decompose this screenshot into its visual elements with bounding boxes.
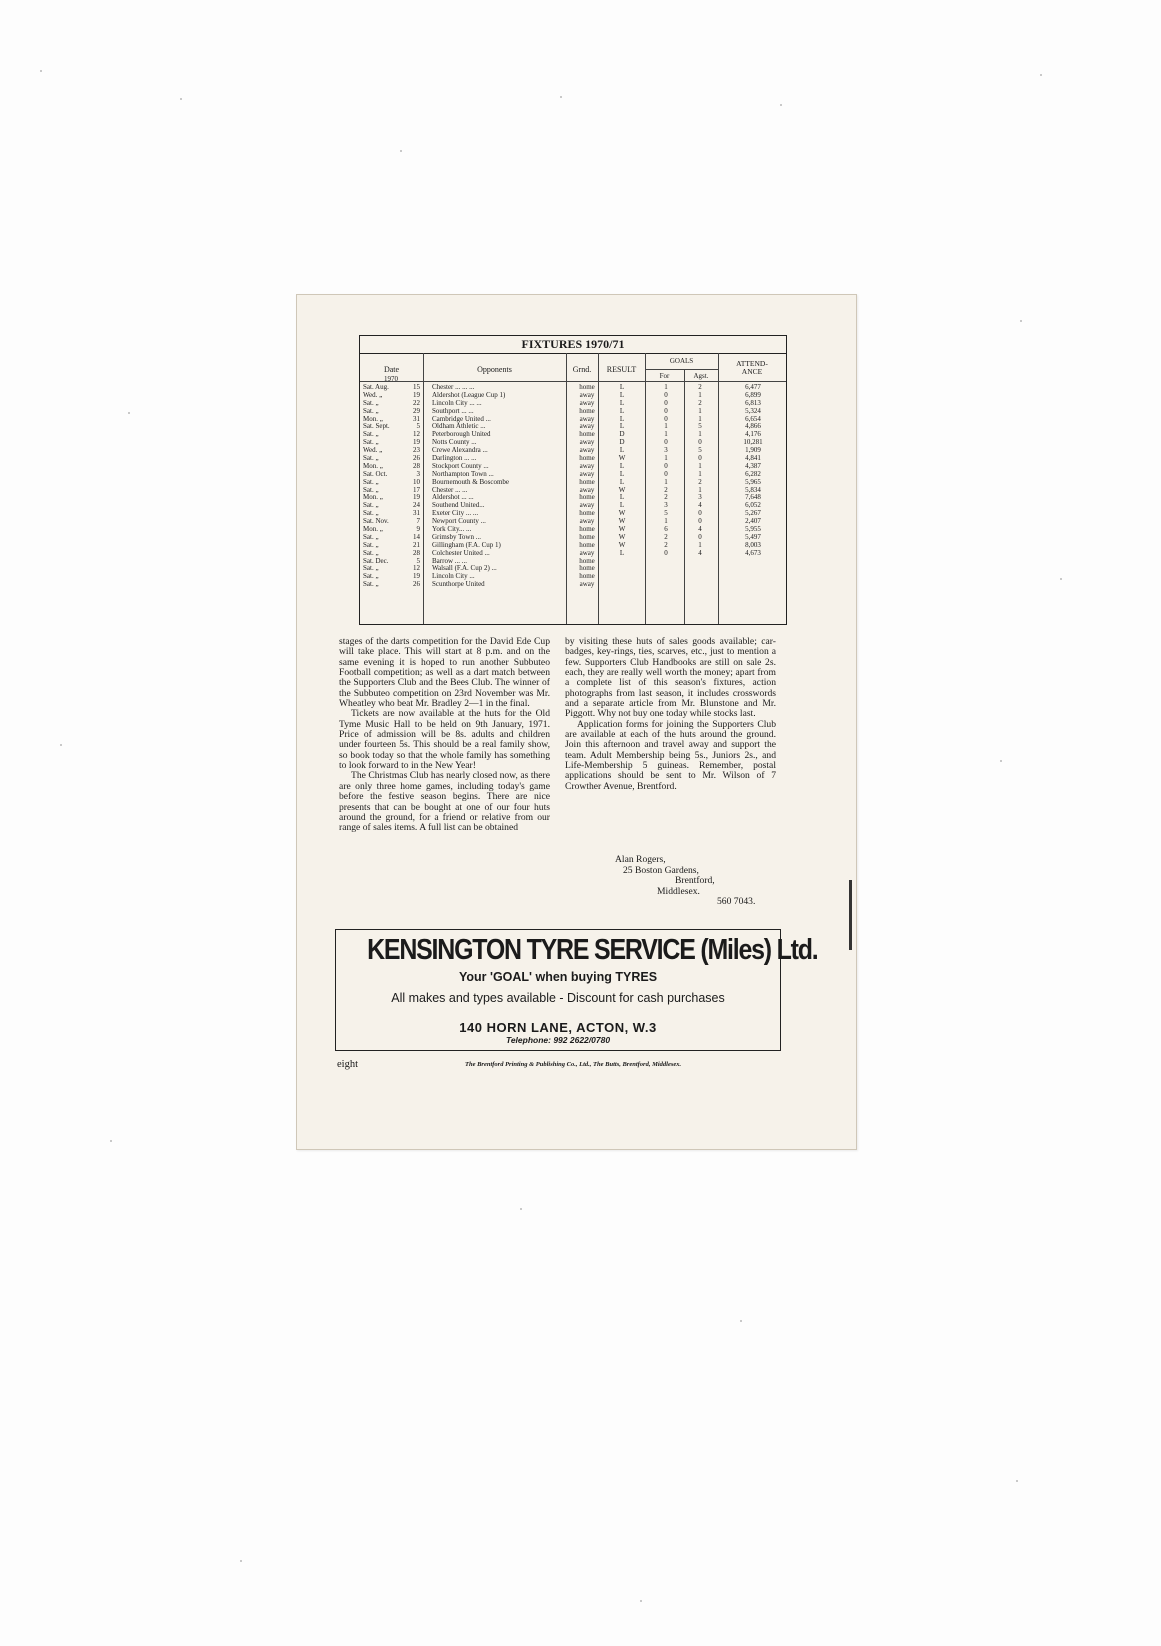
fixture-goals-for: 3 <box>664 446 668 455</box>
fixture-day: Sat. „ <box>363 572 379 581</box>
fixture-ground: home <box>579 383 595 391</box>
fixture-goals-against: 5 <box>698 422 702 431</box>
fixture-goals-for: 3 <box>664 501 668 510</box>
fixture-goals-for: 2 <box>664 532 668 541</box>
fixture-goals-against: 1 <box>698 540 702 549</box>
article-paragraph: Application forms for joining the Supporters Club are available at each of the huts around the ground. Join this afternoon and travel away and support the team. Adult Membership being 5s., Juniors 2s., and Life-Membership 5 guineas. Remember, postal applications should be sent to Mr. Wilson of 7 Crowther Avenue, Brentford. <box>565 718 776 792</box>
fixture-opponent: Gillingham (F.A. Cup 1) <box>432 540 501 549</box>
fixture-attendance: 6,899 <box>745 390 761 399</box>
fixture-goals-against: 4 <box>698 501 702 510</box>
fixture-attendance: 5,955 <box>745 525 761 534</box>
fixture-opponent: Southport ... ... <box>432 406 474 415</box>
fixtures-rows <box>360 383 786 588</box>
fixture-ground: home <box>579 406 595 415</box>
fixture-attendance: 4,866 <box>745 422 761 431</box>
fixture-date: 28 <box>413 461 420 470</box>
fixture-result: L <box>619 548 625 557</box>
fixture-day: Sat. „ <box>363 438 379 447</box>
fixture-row <box>360 391 786 399</box>
fixture-row <box>360 438 786 446</box>
fixture-ground: away <box>579 414 595 423</box>
fixture-ground: away <box>579 398 595 407</box>
fixture-ground: away <box>579 501 595 510</box>
fixture-row <box>360 541 786 549</box>
fixture-opponent: Walsall (F.A. Cup 2) ... <box>432 564 497 573</box>
page-number-label: eight <box>337 1059 358 1070</box>
scan-speck <box>400 150 402 152</box>
fixture-attendance: 5,324 <box>745 406 761 415</box>
fixture-ground: away <box>579 422 595 431</box>
fixture-row <box>360 525 786 533</box>
fixture-date: 31 <box>413 414 420 423</box>
fixture-day: Mon. „ <box>363 414 383 423</box>
fixture-result: W <box>618 485 626 494</box>
fixture-ground: away <box>579 438 595 447</box>
fixture-date: 12 <box>413 564 420 573</box>
fixture-row <box>360 572 786 580</box>
fixture-opponent: Southend United... <box>432 501 485 510</box>
fixture-date: 19 <box>413 493 420 502</box>
programme-page <box>296 294 857 1150</box>
fixture-ground: away <box>579 517 595 526</box>
fixture-goals-for: 0 <box>664 414 668 423</box>
fixture-ground: home <box>579 509 595 518</box>
fixture-ground: home <box>579 430 595 439</box>
fixture-result: W <box>618 509 626 518</box>
scan-speck <box>1016 1480 1018 1482</box>
fixture-goals-for: 0 <box>664 398 668 407</box>
header-for: For <box>659 372 670 380</box>
fixture-attendance: 6,282 <box>745 469 761 478</box>
fixture-goals-for: 0 <box>664 390 668 399</box>
fixture-goals-against: 0 <box>698 532 702 541</box>
fixture-goals-against: 1 <box>698 469 702 478</box>
fixture-opponent: Oldham Athletic ... <box>432 422 486 431</box>
fixture-day: Sat. „ <box>363 532 379 541</box>
fixture-row <box>360 486 786 494</box>
fixture-ground: away <box>579 461 595 470</box>
fixture-result: L <box>619 469 625 478</box>
fixture-goals-for: 0 <box>664 406 668 415</box>
fixture-goals-for: 0 <box>664 438 668 447</box>
fixture-goals-against: 4 <box>698 548 702 557</box>
fixture-attendance: 10,281 <box>743 438 763 447</box>
scan-speck <box>640 1600 642 1602</box>
fixture-result: L <box>619 446 625 455</box>
fixture-date: 9 <box>416 525 420 534</box>
fixture-day: Sat. „ <box>363 501 379 510</box>
season-year: 1970 <box>384 375 398 383</box>
fixture-day: Sat. „ <box>363 485 379 494</box>
fixture-result: L <box>619 422 625 431</box>
header-result: RESULT <box>606 365 637 374</box>
fixture-opponent: Chester ... ... <box>432 485 468 494</box>
fixture-goals-against: 1 <box>698 461 702 470</box>
fixture-row <box>360 399 786 407</box>
scan-speck <box>520 1208 522 1210</box>
fixture-result: W <box>618 454 626 463</box>
advert-headline: KENSINGTON TYRE SERVICE (Miles) Ltd. <box>367 934 818 966</box>
fixture-row <box>360 422 786 430</box>
fixture-opponent: Aldershot (League Cup 1) <box>432 390 506 399</box>
fixture-day: Mon. „ <box>363 461 383 470</box>
fixture-result: L <box>619 383 625 391</box>
fixture-opponent: Exeter City ... ... <box>432 509 479 518</box>
article-paragraph: by visiting these huts of sales goods available; car-badges, key-rings, ties, scarves, etc., just to mention a few. Supporters Club Handbooks are still on sale 2s. each, they are really well worth the money; apart from a complete list of this season's fixtures, action photographs from last season, it includes crosswords and a separate article from Mr. Blunstone and Mr. Piggott. Why not buy one today while stocks last. <box>565 636 776 720</box>
fixture-day: Sat. Aug. <box>363 383 389 391</box>
fixture-opponent: Stockport County ... <box>432 461 489 470</box>
fixture-date: 19 <box>413 390 420 399</box>
fixture-ground: away <box>579 548 595 557</box>
article-column-right <box>565 637 776 792</box>
fixture-goals-for: 2 <box>664 493 668 502</box>
fixture-row <box>360 533 786 541</box>
author-phone: 560 7043. <box>717 896 756 907</box>
fixture-ground: away <box>579 446 595 455</box>
scan-speck <box>240 1560 242 1562</box>
fixture-ground: home <box>579 525 595 534</box>
fixture-row <box>360 470 786 478</box>
fixture-result: L <box>619 390 625 399</box>
fixture-day: Sat. „ <box>363 454 379 463</box>
header-goals: GOALS <box>669 357 694 365</box>
author-street: 25 Boston Gardens, <box>623 864 699 876</box>
fixture-result: L <box>619 493 625 502</box>
scan-speck <box>128 412 130 414</box>
fixture-ground: away <box>579 390 595 399</box>
fixture-date: 10 <box>413 477 420 486</box>
fixture-date: 31 <box>413 509 420 518</box>
fixture-ground: home <box>579 556 595 565</box>
fixture-row <box>360 501 786 509</box>
fixture-result: L <box>619 501 625 510</box>
fixture-ground: home <box>579 572 595 581</box>
fixture-attendance: 6,813 <box>745 398 761 407</box>
fixture-opponent: Aldershot ... ... <box>432 493 474 502</box>
fixture-attendance: 8,003 <box>745 540 761 549</box>
fixture-opponent: Colchester United ... <box>432 548 490 557</box>
header-against: Agst. <box>693 372 709 380</box>
fixture-goals-against: 0 <box>698 438 702 447</box>
fixture-opponent: Lincoln City ... <box>432 572 475 581</box>
fixture-goals-for: 5 <box>664 509 668 518</box>
fixture-date: 26 <box>413 580 420 589</box>
fixture-goals-for: 1 <box>664 422 668 431</box>
fixture-result: D <box>619 438 625 447</box>
article-paragraph: The Christmas Club has nearly closed now, as there are only three home games, including today's game before the festive season begins. There are nice presents that can be bought at one of our four huts around the ground, for a friend or relative from our range of sales items. A full list can be obtained <box>339 770 550 834</box>
fixture-day: Wed. „ <box>363 446 383 455</box>
header-date: Date <box>383 365 400 374</box>
fixture-ground: away <box>579 580 595 589</box>
fixture-ground: away <box>579 485 595 494</box>
fixture-row <box>360 564 786 572</box>
fixture-day: Sat. „ <box>363 509 379 518</box>
fixture-date: 15 <box>413 383 420 391</box>
fixture-row <box>360 430 786 438</box>
article-column-left <box>339 637 550 834</box>
fixture-row <box>360 517 786 525</box>
fixture-goals-against: 1 <box>698 485 702 494</box>
fixture-result: L <box>619 406 625 415</box>
fixture-goals-for: 1 <box>664 477 668 486</box>
fixture-ground: home <box>579 532 595 541</box>
fixture-goals-against: 5 <box>698 446 702 455</box>
fixture-ground: home <box>579 477 595 486</box>
fixture-day: Sat. „ <box>363 564 379 573</box>
fixture-day: Sat. „ <box>363 477 379 486</box>
fixture-day: Sat. „ <box>363 406 379 415</box>
author-county: Middlesex. <box>657 885 700 897</box>
fixture-ground: away <box>579 469 595 478</box>
fixture-ground: home <box>579 454 595 463</box>
fixture-goals-against: 4 <box>698 525 702 534</box>
fixture-attendance: 7,648 <box>745 493 761 502</box>
fixture-attendance: 4,841 <box>745 454 761 463</box>
fixture-goals-for: 1 <box>664 430 668 439</box>
fixture-goals-against: 1 <box>698 390 702 399</box>
article-paragraph: stages of the darts competition for the David Ede Cup will take place. This will start at 8 p.m. and on the same evening it is hoped to run another Subbuteo Football competition; as well as a dart match between the Supporters Club and the Bees Club. The winner of the Subbuteo competition on 23rd November was Mr. Wheatley who beat Mr. Bradley 2—1 in the final. <box>339 636 550 710</box>
fixture-row <box>360 509 786 517</box>
scan-speck <box>780 104 782 106</box>
fixture-goals-for: 1 <box>664 517 668 526</box>
fixture-date: 21 <box>413 540 420 549</box>
author-town: Brentford, <box>675 875 715 886</box>
fixture-goals-against: 1 <box>698 430 702 439</box>
fixture-result: W <box>618 525 626 534</box>
scan-speck <box>110 1140 112 1142</box>
fixture-goals-against: 2 <box>698 383 702 391</box>
fixture-row <box>360 462 786 470</box>
fixture-date: 7 <box>416 517 420 526</box>
fixture-attendance: 4,387 <box>745 461 761 470</box>
fixture-row <box>360 407 786 415</box>
fixture-goals-against: 1 <box>698 414 702 423</box>
fixture-day: Mon. „ <box>363 493 383 502</box>
fixture-date: 12 <box>413 430 420 439</box>
fixture-opponent: Bournemouth & Boscombe <box>432 477 509 486</box>
fixture-result: D <box>619 430 625 439</box>
fixture-opponent: Barrow ... ... <box>432 556 467 565</box>
fixture-goals-for: 2 <box>664 485 668 494</box>
fixture-result: L <box>619 461 625 470</box>
fixture-date: 28 <box>413 548 420 557</box>
header-opponents: Opponents <box>477 365 512 374</box>
fixture-opponent: Notts County ... <box>432 438 477 447</box>
fixture-day: Sat. Dec. <box>363 556 389 565</box>
fixture-date: 19 <box>413 572 420 581</box>
fixture-opponent: Darlington ... ... <box>432 454 477 463</box>
author-name: Alan Rogers, <box>615 854 666 865</box>
fixture-ground: home <box>579 540 595 549</box>
fixture-opponent: Peterborough United <box>432 430 491 439</box>
article-paragraph: Tickets are now available at the huts for the Old Tyme Music Hall to be held on 9th January, 1971. Price of admission will be 8s. adults and children under fourteen 5s. This should be a real family show, so book today so that the whole family has something to look forward to in the New Year! <box>339 708 550 772</box>
fixture-date: 5 <box>416 556 420 565</box>
header-underline <box>360 381 786 382</box>
fixture-result: L <box>619 477 625 486</box>
fixture-date: 14 <box>413 532 420 541</box>
fixture-opponent: Scunthorpe United <box>432 580 485 589</box>
scan-speck <box>1060 578 1062 580</box>
fixture-attendance: 5,267 <box>745 509 761 518</box>
fixture-opponent: Chester ... ... ... <box>432 383 475 391</box>
fixture-day: Sat. Oct. <box>363 469 388 478</box>
fixture-row <box>360 415 786 423</box>
fixture-opponent: Newport County ... <box>432 517 486 526</box>
author-signature <box>565 855 760 908</box>
fixture-attendance: 6,052 <box>745 501 761 510</box>
fixture-result: W <box>618 517 626 526</box>
scan-speck <box>180 98 182 100</box>
fixture-attendance: 6,477 <box>745 383 761 391</box>
advert-telephone: Telephone: 992 2622/0780 <box>505 1035 611 1045</box>
fixture-opponent: Northampton Town ... <box>432 469 494 478</box>
fixture-opponent: York City... ... <box>432 525 472 534</box>
fixture-attendance: 1,909 <box>745 446 761 455</box>
fixture-goals-for: 0 <box>664 469 668 478</box>
fixture-attendance: 2,407 <box>745 517 761 526</box>
fixture-date: 29 <box>413 406 420 415</box>
fixture-result: L <box>619 398 625 407</box>
advert-tagline: Your 'GOAL' when buying TYRES <box>458 970 658 984</box>
fixture-result: W <box>618 540 626 549</box>
page-edge-shadow <box>849 880 852 950</box>
fixture-result: W <box>618 532 626 541</box>
tyre-service-advert <box>335 929 818 1051</box>
fixture-date: 24 <box>413 501 420 510</box>
fixture-attendance: 5,965 <box>745 477 761 486</box>
fixture-goals-against: 3 <box>698 493 702 502</box>
printer-credit: The Brentford Printing & Publishing Co., Ltd., The Butts, Brentford, Middlesex. <box>465 1061 682 1068</box>
fixture-day: Sat. Nov. <box>363 517 389 526</box>
fixture-goals-for: 1 <box>664 454 668 463</box>
fixture-row <box>360 549 786 557</box>
fixture-row <box>360 493 786 501</box>
fixture-goals-for: 6 <box>664 525 668 534</box>
fixture-row <box>360 478 786 486</box>
fixture-goals-for: 0 <box>664 461 668 470</box>
fixture-date: 3 <box>416 469 420 478</box>
fixture-date: 23 <box>413 446 420 455</box>
goals-underline <box>645 369 718 370</box>
fixture-goals-for: 2 <box>664 540 668 549</box>
fixture-row <box>360 383 786 391</box>
fixture-date: 19 <box>413 438 420 447</box>
fixture-day: Sat. Sept. <box>363 422 390 431</box>
fixture-day: Sat. „ <box>363 398 379 407</box>
fixture-day: Wed. „ <box>363 390 383 399</box>
fixture-day: Sat. „ <box>363 548 379 557</box>
fixture-goals-against: 0 <box>698 454 702 463</box>
advert-address: 140 HORN LANE, ACTON, W.3 <box>459 1020 657 1035</box>
fixture-day: Mon. „ <box>363 525 383 534</box>
fixture-goals-for: 1 <box>664 383 668 391</box>
fixture-attendance: 5,834 <box>745 485 761 494</box>
scan-speck <box>1020 320 1022 322</box>
scan-speck <box>60 744 62 746</box>
fixture-row <box>360 557 786 565</box>
fixtures-title: FIXTURES 1970/71 <box>360 336 786 354</box>
scan-speck <box>1040 74 1042 76</box>
scan-speck <box>40 70 42 72</box>
fixture-goals-against: 0 <box>698 509 702 518</box>
header-attendance: ATTEND- ANCE <box>736 359 768 376</box>
fixture-goals-against: 0 <box>698 517 702 526</box>
fixture-day: Sat. „ <box>363 580 379 589</box>
fixture-row <box>360 454 786 462</box>
fixture-goals-for: 0 <box>664 548 668 557</box>
advert-availability: All makes and types available - Discount for cash purchases <box>391 991 725 1005</box>
fixture-attendance: 6,654 <box>745 414 761 423</box>
fixture-opponent: Grimsby Town ... <box>432 532 481 541</box>
fixture-attendance: 4,176 <box>745 430 761 439</box>
fixture-date: 5 <box>416 422 420 431</box>
fixture-date: 22 <box>413 398 420 407</box>
scan-speck <box>560 96 562 98</box>
header-ground: Grnd. <box>572 365 592 374</box>
scan-speck <box>740 1320 742 1322</box>
fixture-row <box>360 580 786 588</box>
fixture-row <box>360 446 786 454</box>
fixture-ground: home <box>579 564 595 573</box>
fixture-opponent: Crewe Alexandra ... <box>432 446 488 455</box>
fixture-attendance: 4,673 <box>745 548 761 557</box>
fixture-goals-against: 2 <box>698 398 702 407</box>
fixture-date: 17 <box>413 485 420 494</box>
fixture-result: L <box>619 414 625 423</box>
fixture-date: 26 <box>413 454 420 463</box>
fixture-day: Sat. „ <box>363 430 379 439</box>
scan-speck <box>1000 760 1002 762</box>
fixture-goals-against: 1 <box>698 406 702 415</box>
fixtures-table <box>359 335 787 625</box>
fixture-ground: home <box>579 493 595 502</box>
fixture-goals-against: 2 <box>698 477 702 486</box>
fixture-attendance: 5,497 <box>745 532 761 541</box>
fixture-day: Sat. „ <box>363 540 379 549</box>
fixture-opponent: Cambridge United ... <box>432 414 491 423</box>
fixture-opponent: Lincoln City ... ... <box>432 398 482 407</box>
